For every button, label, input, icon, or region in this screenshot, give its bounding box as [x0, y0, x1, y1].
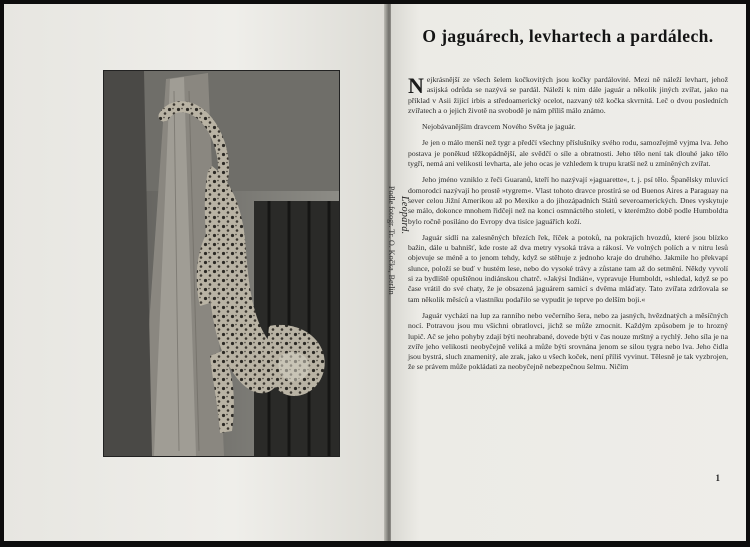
paragraph-1: [408, 75, 728, 116]
paragraph-2: Nejobávanějším dravcem Nového Světa je jaguár.: [422, 122, 576, 132]
paragraph-3: Je jen o málo menší než tygr a předčí všechny příslušníky svého rodu, samozřejmě vyjma lva. Jeho postava je poněkud těžkopádnější, ale svědčí o síle a obratnosti. Jeho tělo není tak dlouhé jako tělo tygří, nemá ani velikosti levharta, ale jeho ocas je vzhledem k trupu kratší než u zmíněných zvířat.: [408, 138, 728, 169]
page-number: 1: [715, 473, 720, 483]
article: [408, 26, 728, 379]
paragraph-6: Jaguár vychází na lup za ranního nebo večerního šera, nebo za jasných, hvězdnatých a měsíčných nocí. Potravou jsou mu všichni obratlovci, jichž se může zmocnit. Každým způsobem je to hrozný lupič. Ač se jeho pohyby zdají býti neohrabané, dovede býti v čas nouze mrštný a rychlý. Jeho síla je na zvíře jeho velikosti neobyčejně veliká a může býti srovnána jenom se silou tygra nebo lva. Jeho čidla jsou bystrá, sluch znamenitý, ale zrak, jako u všech koček, není příliš vyvinut. Tělesně je tak vyzbrojen, že se právem může pokládati za neobyčejně nebezpečnou šelmu. Ničím: [408, 310, 728, 372]
leopard-photograph: [104, 71, 339, 456]
paragraph-5: Jaguár sídlí na zalesněných březích řek, říček a potoků, na pokrajích hvozdů, které jsou blízko bažin, dále u bahnišť, kde roste až dva metry vysoká tráva a rákosí. Ve volných polích a v nitru lesů objevuje se méně a to jenom tehdy, když se stěhuje z jednoho kraje do druhého. Jakmile ho překvapí slunce, položí se buď v hustém lese, nebo do vysoké trávy a zůstane tam až do setmění. Někdy vyvolí si za bydliště opuštěnou indiánskou chatrč. »Jakýsi Indián«, vypravuje Humboldt, »shledal, když se po čase vrátil do své chaty, že je obsazená jaguárem samicí s dvěma mláďaty. Tato zvířata zdržovala se tam několik měsíců a vlastníku podařilo se vypudit je teprve po delším boji.«: [408, 232, 728, 304]
caption-title: Leopard.: [399, 196, 410, 235]
caption-credit: Podle fotogr. Tr. O. Kočka, Berlin: [387, 186, 396, 295]
paragraph-1-text: ejkrásnější ze všech šelem kočkovitých jsou kočky pardálovité. Mezi ně náleží levhart, jehož asijská odrůda se nazývá se pardál. Náleží k nim dále jaguár a několik jiných zvířat, jako na příklad v Asii žijící irbis a středoamerický ocelot, nazvaný též kočka skvrnitá. Leč o dvou posledních zvířatech a o jejich životě na svobodě je nám příliš málo známo.: [408, 75, 728, 115]
article-title: O jaguárech, levhartech a pardálech.: [422, 26, 714, 46]
drop-cap: N: [408, 73, 424, 98]
leopard-photo-illustration: [104, 71, 339, 456]
paragraph-4: Jeho jméno vzniklo z řeči Guaranů, kteří ho nazývají »jaguarette«, t. j. psí tělo. Španělsky mluvící domorodci nazývají ho prostě »tygrem«. Vlast tohoto dravce prostírá se od Buenos Aires a Paraguay na sever celou Jižní Amerikou až po Mexiko a do jihozápadních Států severoamerických. Dnes vyskytuje se málo, dokonce mnohem řidčeji než na konci osmnáctého století, v kterémžto době podle Humboldta bylo ročně posíláno do Evropy dva tisíce jaguářích koží.: [408, 175, 728, 226]
